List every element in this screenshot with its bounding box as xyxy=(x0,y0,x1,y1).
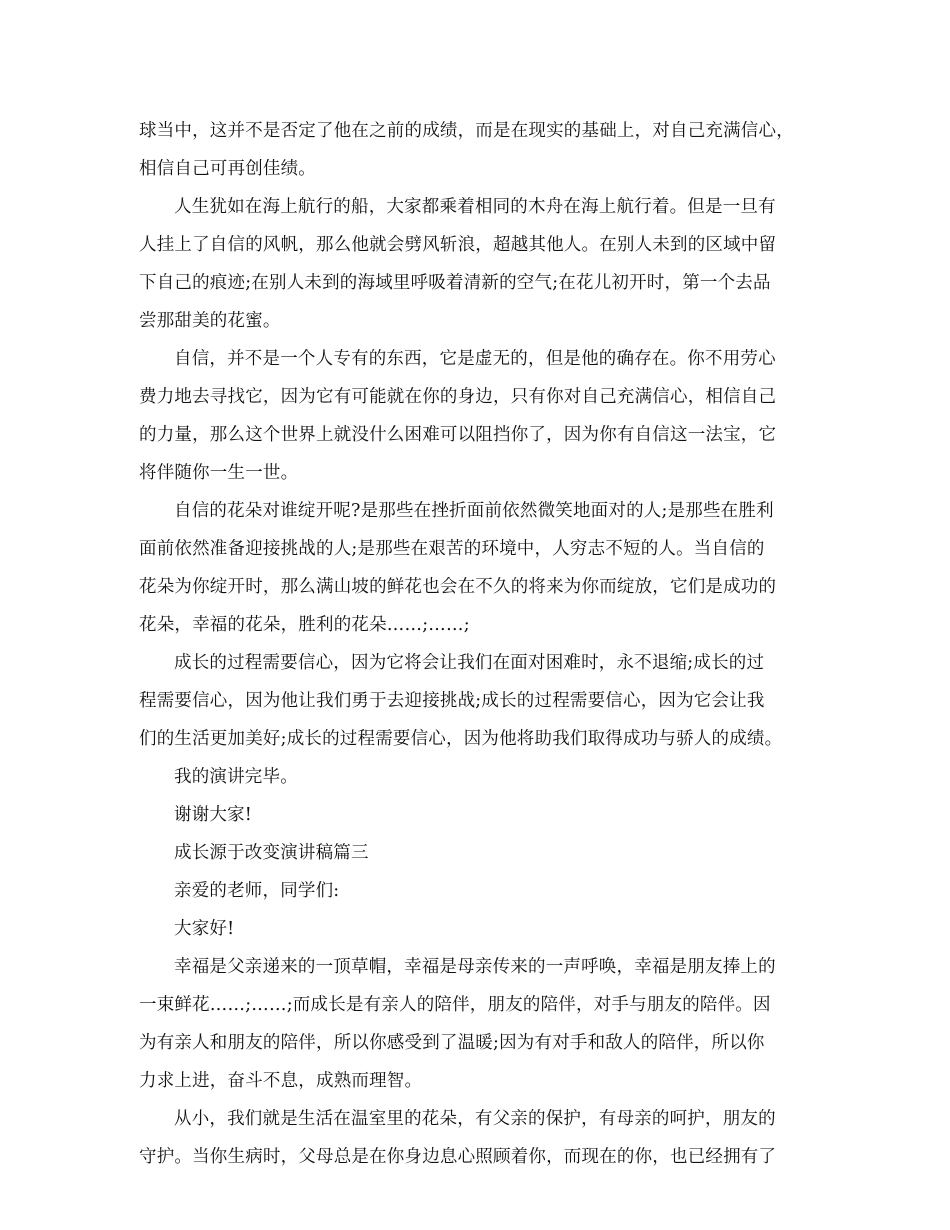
paragraph-start-line: 自信，并不是一个人专有的东西，它是虚无的，但是他的确存在。你不用劳心 xyxy=(174,349,776,369)
paragraph-start-line: 从小，我们就是生活在温室里的花朵，有父亲的保护，有母亲的呵护，朋友的 xyxy=(174,1109,776,1129)
text-line: 一束鲜花……;……;而成长是有亲人的陪伴，朋友的陪伴，对手与朋友的陪伴。因 xyxy=(139,995,771,1015)
document-body xyxy=(139,112,819,1176)
text-line: 花朵，幸福的花朵，胜利的花朵……;……; xyxy=(139,615,470,635)
text-line: 力求上进，奋斗不息，成熟而理智。 xyxy=(139,1071,423,1091)
text-line: 相信自己可再创佳绩。 xyxy=(139,159,316,179)
thanks-line: 谢谢大家! xyxy=(174,805,253,825)
text-line: 球当中，这并不是否定了他在之前的成绩，而是在现实的基础上，对自己充满信心， xyxy=(139,121,794,141)
text-line: 下自己的痕迹;在别人未到的海域里呼吸着清新的空气;在花儿初开时，第一个去品 xyxy=(139,273,771,293)
text-line: 守护。当你生病时，父母总是在你身边息心照顾着你，而现在的你，也已经拥有了 xyxy=(139,1147,777,1167)
text-line: 人挂上了自信的风帆，那么他就会劈风斩浪，超越其他人。在别人未到的区域中留 xyxy=(139,235,777,255)
text-line: 面前依然准备迎接挑战的人;是那些在艰苦的环境中，人穷志不短的人。当自信的 xyxy=(139,539,765,559)
paragraph-start-line: 幸福是父亲递来的一顶草帽，幸福是母亲传来的一声呼唤，幸福是朋友捧上的 xyxy=(174,957,776,977)
text-line: 为有亲人和朋友的陪伴，所以你感受到了温暖;因为有对手和敌人的陪伴，所以你 xyxy=(139,1033,765,1053)
text-line: 尝那甜美的花蜜。 xyxy=(139,311,281,331)
text-line: 花朵为你绽开时，那么满山坡的鲜花也会在不久的将来为你而绽放，它们是成功的 xyxy=(139,577,777,597)
text-line: 费力地去寻找它，因为它有可能就在你的身边，只有你对自己充满信心，相信自己 xyxy=(139,387,777,407)
text-line: 们的生活更加美好;成长的过程需要信心，因为他将助我们取得成功与骄人的成绩。 xyxy=(139,729,783,749)
paragraph-start-line: 成长的过程需要信心，因为它将会让我们在面对困难时，永不退缩;成长的过 xyxy=(174,653,765,673)
text-line: 的力量，那么这个世界上就没什么困难可以阻挡你了，因为你有自信这一法宝，它 xyxy=(139,425,777,445)
closing-line: 我的演讲完毕。 xyxy=(174,767,298,787)
salutation-line: 亲爱的老师，同学们: xyxy=(174,881,340,901)
paragraph-start-line: 自信的花朵对谁绽开呢?是那些在挫折面前依然微笑地面对的人;是那些在胜利 xyxy=(174,501,774,521)
text-line: 将伴随你一生一世。 xyxy=(139,463,299,483)
paragraph-start-line: 人生犹如在海上航行的船，大家都乘着相同的木舟在海上航行着。但是一旦有 xyxy=(174,197,776,217)
text-line: 程需要信心，因为他让我们勇于去迎接挑战;成长的过程需要信心，因为它会让我 xyxy=(139,691,765,711)
greeting-line: 大家好! xyxy=(174,919,235,939)
section-title: 成长源于改变演讲稿篇三 xyxy=(174,843,369,863)
